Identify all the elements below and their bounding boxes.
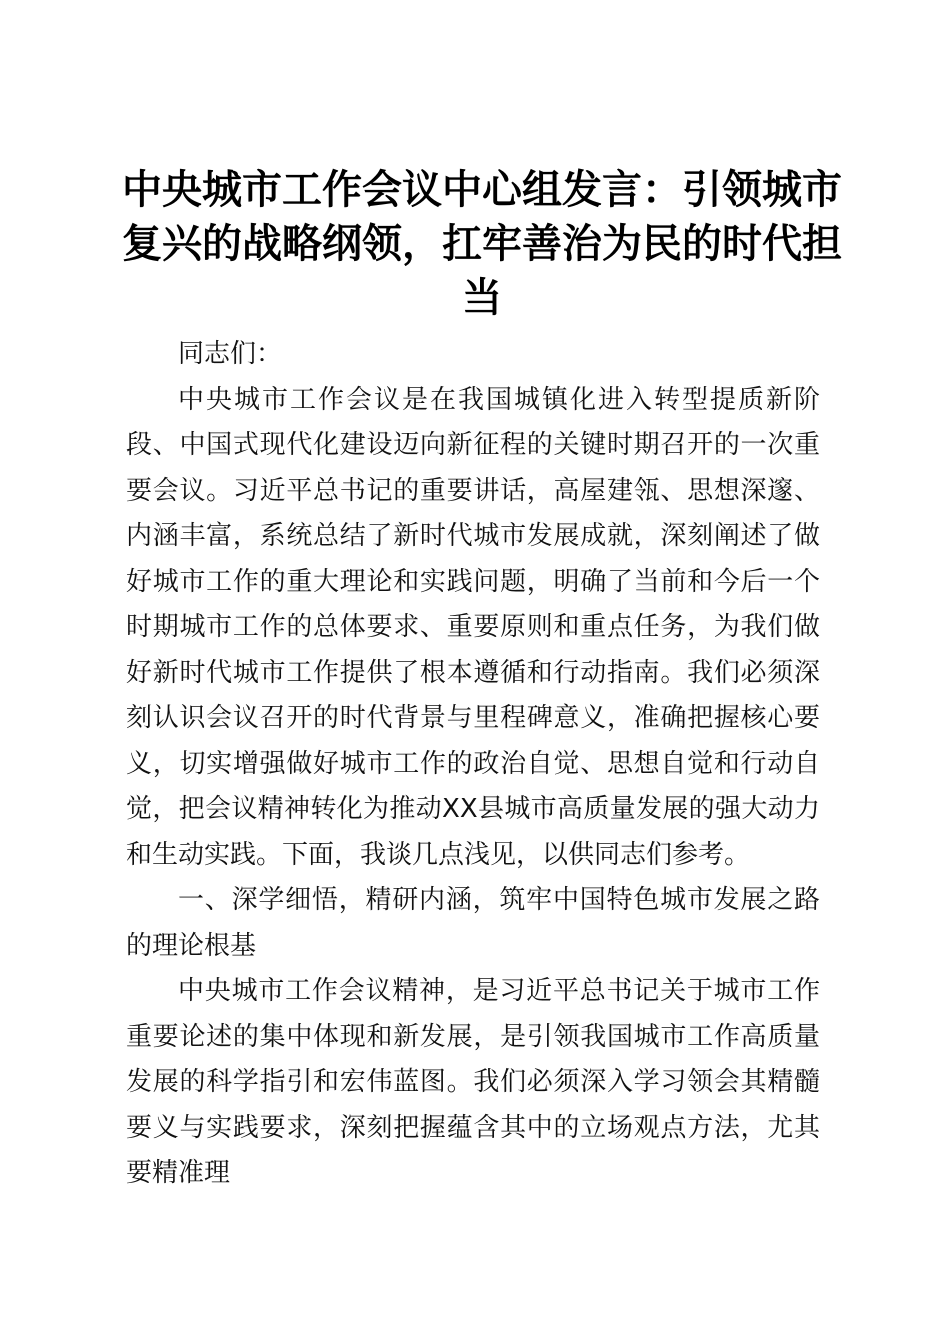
greeting: 同志们： — [178, 339, 283, 369]
section-paragraph: 中央城市工作会议精神，是习近平总书记关于城市工作重要论述的集中体现和新发展，是引领我国城市工作高质量发展的科学指引和宏伟蓝图。我们必须深入学习领会其精髓要义与实践要求，深刻把握蕴含其中的立场观点方法，尤其要精准理 — [126, 976, 820, 1188]
intro-paragraph: 中央城市工作会议是在我国城镇化进入转型提质新阶段、中国式现代化建设迈向新征程的关键时期召开的一次重要会议。习近平总书记的重要讲话，高屋建瓴、思想深邃、内涵丰富，系统总结了新时代城市发展成就，深刻阐述了做好城市工作的重大理论和实践问题，明确了当前和今后一个时期城市工作的总体要求、重要原则和重点任务，为我们做好新时代城市工作提供了根本遵循和行动指南。我们必须深刻认识会议召开的时代背景与里程碑意义，准确把握核心要义，切实增强做好城市工作的政治自觉、思想自觉和行动自觉，把会议精神转化为推动XX县城市高质量发展的强大动力和生动实践。下面，我谈几点浅见，以供同志们参考。 — [126, 384, 820, 870]
document-title: 中央城市工作会议中心组发言：引领城市复兴的战略纲领，扛牢善治为民的时代担当 — [122, 166, 842, 321]
section-heading: 一、深学细悟，精研内涵，筑牢中国特色城市发展之路的理论根基 — [126, 885, 820, 961]
document-body — [126, 332, 820, 1197]
